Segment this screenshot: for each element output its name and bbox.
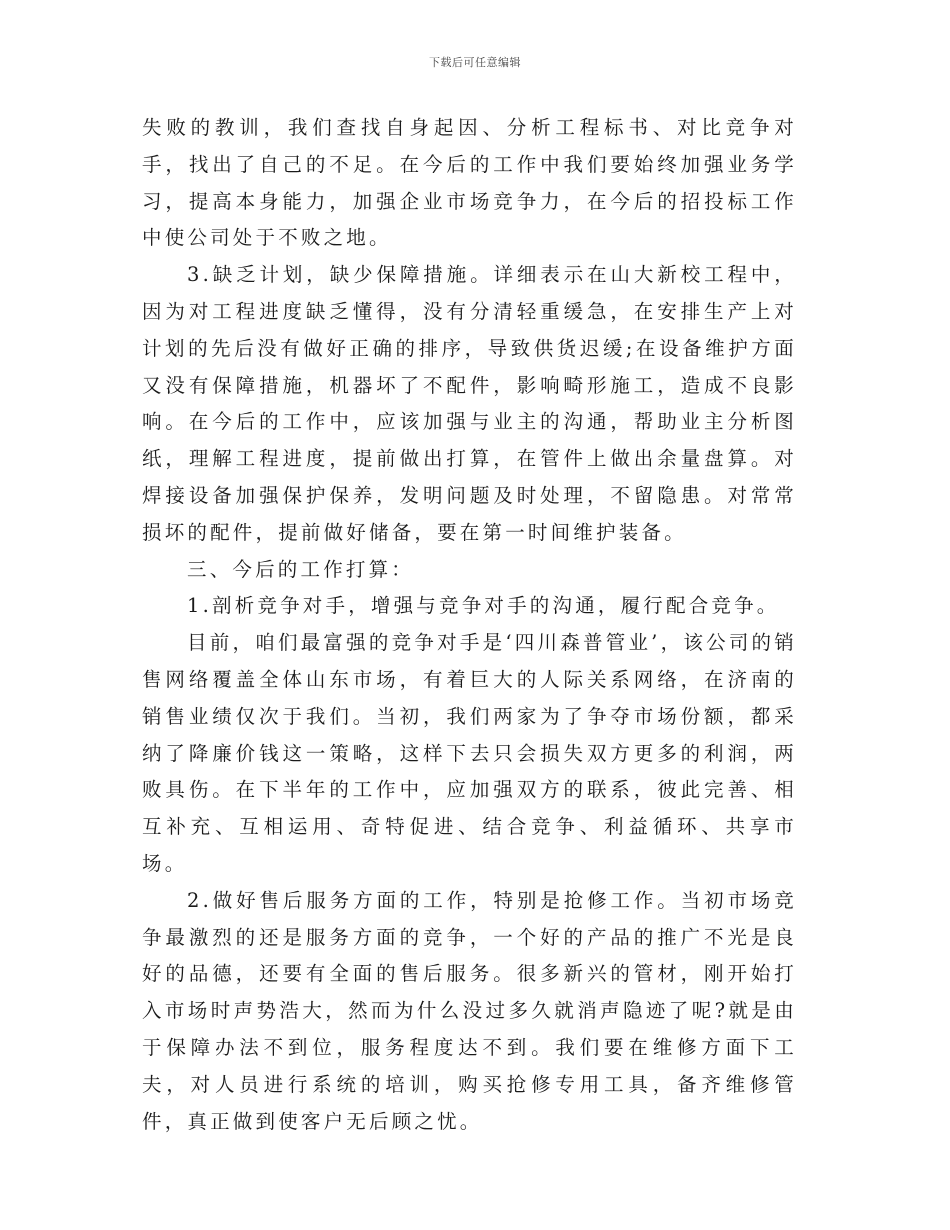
paragraph-item-1-competitors: 1.剖析竞争对手，增强与竞争对手的沟通，履行配合竞争。 [187, 594, 780, 618]
document-body [142, 110, 797, 1140]
section-heading-future-plans: 三、今后的工作打算： [187, 557, 415, 581]
paragraph-competitor-analysis: 目前，咱们最富强的竞争对手是‘四川森普管业’，该公司的销售网络覆盖全体山东市场，有着巨大的人际关系网络，在济南的销售业绩仅次于我们。当初，我们两家为了争夺市场份额，都采纳了降廉价钱这一策略，这样下去只会损失双方更多的利润，两败具伤。在下半年的工作中，应加强双方的联系，彼此完善、相互补充、互相运用、奇特促进、结合竞争、利益循环、共享市场。 [142, 631, 797, 875]
paragraph-lessons: 失败的教训，我们查找自身起因、分析工程标书、对比竞争对手，找出了自己的不足。在今后的工作中我们要始终加强业务学习，提高本身能力，加强企业市场竞争力，在今后的招投标工作中使公司处于不败之地。 [142, 116, 797, 250]
page-header: 下载后可任意编辑 [429, 56, 521, 69]
paragraph-item-3-planning: 3.缺乏计划，缺少保障措施。详细表示在山大新校工程中，因为对工程进度缺乏懂得，没有分清轻重缓急，在安排生产上对计划的先后没有做好正确的排序，导致供货迟缓;在设备维护方面又没有保障措施，机器坏了不配件，影响畸形施工，造成不良影响。在今后的工作中，应该加强与业主的沟通，帮助业主分析图纸，理解工程进度，提前做出打算，在管件上做出余量盘算。对焊接设备加强保护保养，发明问题及时处理，不留隐患。对常常损坏的配件，提前做好储备，要在第一时间维护装备。 [142, 263, 797, 544]
paragraph-item-2-after-sales: 2.做好售后服务方面的工作，特别是抢修工作。当初市场竞争最激烈的还是服务方面的竞争，一个好的产品的推广不光是良好的品德，还要有全面的售后服务。很多新兴的管材，刚开始打入市场时声势浩大，然而为什么没过多久就消声隐迹了呢?就是由于保障办法不到位，服务程度达不到。我们要在维修方面下工夫，对人员进行系统的培训，购买抢修专用工具，备齐维修管件，真正做到使客户无后顾之忧。 [142, 888, 797, 1133]
